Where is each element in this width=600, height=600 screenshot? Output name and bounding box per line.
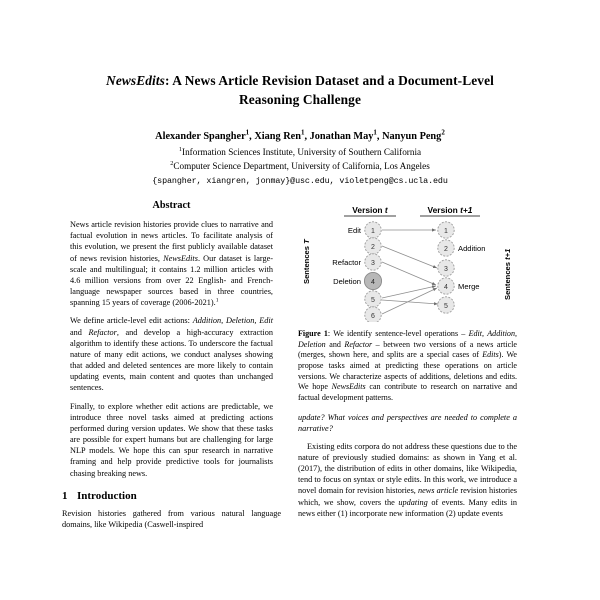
abstract-section [62,200,281,479]
introduction-paragraph-1: Revision histories gathered from various natural language domains, like Wikipedia (Caswell-inspired [62,508,281,529]
figure-caption-it4: Refactor [344,339,373,349]
author-2-affil-marker: 1 [300,128,305,137]
figure-left-nodes [364,222,381,322]
section-number: 1 [62,489,68,502]
figure-header-left: Version t [352,205,388,215]
figure-caption-it3: Deletion [298,339,326,349]
abstract-heading: Abstract [152,200,191,211]
title-line-2: Reasoning Challenge [238,91,362,107]
author-3: Jonathan May [309,131,374,142]
node-left-1-label: 1 [371,227,375,235]
abstract-paragraph-3: Finally, to explore whether edit actions are predictable, we introduce three novel tasks aimed at predicting actions performed during version updates. We show that these tasks are possible for expert humans but are challenging for large NLP models. We hope this can spur research in narrative framing and help provide predictive tools for journalists chasing breaking news. [70,401,273,478]
abstract-paragraph-1 [70,219,273,308]
abstract-paragraph-2 [70,315,273,393]
rc-p1-a: Existing edits corpora do not address these questions due to the nature of previously studied domains: as shown in Yang et al. (2017), the distribution of edits in other domains, like Wikipedia, tend to focus on syntax or style edits. In this work, we introduce a novel domain for revision histories, [298,441,517,496]
figure-1-diagram [298,200,517,322]
figure-caption-it1: Edit [468,329,482,338]
rc-p1-it1: news article [418,486,459,496]
abstract-p1-a: News article revision histories provide clues to narrative and factual evolution in news articles. To facilitate analysis of this evolution, we present the first publicly available dataset of news revision histories, [70,220,273,263]
figure-1-caption [298,329,517,404]
figure-caption-it2: Addition [487,329,515,338]
abstract-p2-mid2: , [254,316,260,326]
affiliation-2 [62,160,538,173]
node-right-1-label: 1 [444,227,448,235]
figure-caption-c: ). We propose tasks aimed at predicting these operations on article versions. We characterize aspects of additions, deletions and edits. We hope [298,350,517,392]
node-right-4-label: 4 [444,283,448,291]
author-list [62,130,538,145]
author-sep-1: , [249,131,255,142]
abstract-p2-mid3: and [70,327,89,337]
abstract-p2-a: We define article-level edit actions: [70,316,193,326]
author-4: Nanyun Peng [382,131,442,142]
author-1: Alexander Spangher [155,131,246,142]
abstract-p1-italic: NewsEdits [163,253,198,263]
figure-edges [382,230,438,314]
title-block [0,0,600,186]
figure-right-nodes [438,222,454,313]
page-title [62,72,538,109]
author-sep-3: , [376,131,383,142]
figure-caption-a: : We identify sentence-level operations – [327,329,469,338]
abstract-p2-mid1: , [221,316,226,326]
figure-op-label-refactor: Refactor [332,258,361,267]
author-1-affil-marker: 1 [245,128,250,137]
node-right-2-label: 2 [444,245,448,253]
author-emails: {spangher, xiangren, jonmay}@usc.edu, violetpeng@cs.ucla.edu [152,176,448,187]
left-column [62,200,281,600]
abstract-p2-b: , and develop a high-accuracy extraction algorithm to identify these actions. To underscore the factual nature of many edit actions, we conduct analyses showing that added and deleted sentences are more likely to contain updating events, main content and quotes than unchanged sentences. [70,327,273,393]
figure-caption-b: – between two versions of a news article (merges, shown here, and splits are a special cases of [298,339,517,360]
figure-caption-sep2: , [514,329,517,338]
affiliation-1 [62,146,538,159]
title-rest: : A News Article Revision Dataset and a Document-Level [164,73,494,88]
author-4-affil-marker: 2 [441,128,445,137]
rc-p1-it2: updating [398,497,428,507]
abstract-p2-it2: Deletion [225,316,255,326]
affiliation-2-text: Computer Science Department, University of California, Los Angeles [173,160,430,171]
edge-3-to-4 [382,262,436,285]
node-left-2-label: 2 [371,243,375,251]
node-right-3-label: 3 [444,265,448,273]
node-left-6-label: 6 [371,312,375,320]
figure-caption-sep3: and [325,339,345,349]
figure-op-label-addition: Addition [458,244,486,253]
rc-p1-c: of events. Many edits in news either (1) incorporate new information (2) update events [298,497,517,518]
node-left-4-label: 4 [371,278,375,286]
figure-op-label-deletion: Deletion [333,277,361,286]
author-2: Xiang Ren [254,131,301,142]
author-3-affil-marker: 1 [373,128,377,137]
abstract-footnote-marker: 1 [215,297,219,304]
abstract-p2-it3: Edit [259,316,273,326]
figure-caption-it6: NewsEdits [331,382,366,392]
figure-axis-label-right: Sentences t+1 [503,248,512,300]
node-left-5-label: 5 [371,296,375,304]
title-italic-term: NewsEdits [106,73,165,88]
figure-header-right: Version t+1 [427,205,473,215]
affiliation-2-marker: 2 [170,159,174,167]
author-sep-2: , [304,131,310,142]
figure-op-label-merge: Merge [458,282,480,291]
node-left-3-label: 3 [371,259,375,267]
abstract-p2-it4: Refactor [88,327,117,337]
abstract-p2-it1: Addition [192,316,222,326]
abstract-p1-b: . Our dataset is large-scale and multilingual; it contains 1.2 million articles with 4.6 million versions from over 22 English- and French-language newspaper sources based in three countries, spanning 15 years of coverage (2006-2021). [70,253,273,308]
figure-caption-sep1: , [482,329,488,338]
figure-axis-label-left: Sentences T [302,239,311,284]
figure-caption-label: Figure 1 [298,329,328,338]
figure-op-label-edit: Edit [347,226,361,235]
affiliation-1-marker: 1 [178,145,183,153]
two-column-body [0,200,600,600]
affiliation-1-text: Information Sciences Institute, University of Southern California [182,146,422,157]
node-right-5-label: 5 [444,302,448,310]
section-title: Introduction [77,489,137,502]
figure-1 [298,200,517,322]
right-column-question-paragraph: update? What voices and perspectives are needed to complete a narrative? [298,412,517,433]
rc-p1-b: revision histories which, we show, covers the [298,486,517,507]
section-heading-introduction [62,490,281,502]
figure-caption-it5: Edits [482,350,499,360]
edge-2-to-3 [382,246,437,268]
right-column-paragraph-1 [298,441,517,519]
right-column [298,200,517,600]
figure-caption-d: can contribute to research on narrative and factual development patterns. [298,382,517,403]
